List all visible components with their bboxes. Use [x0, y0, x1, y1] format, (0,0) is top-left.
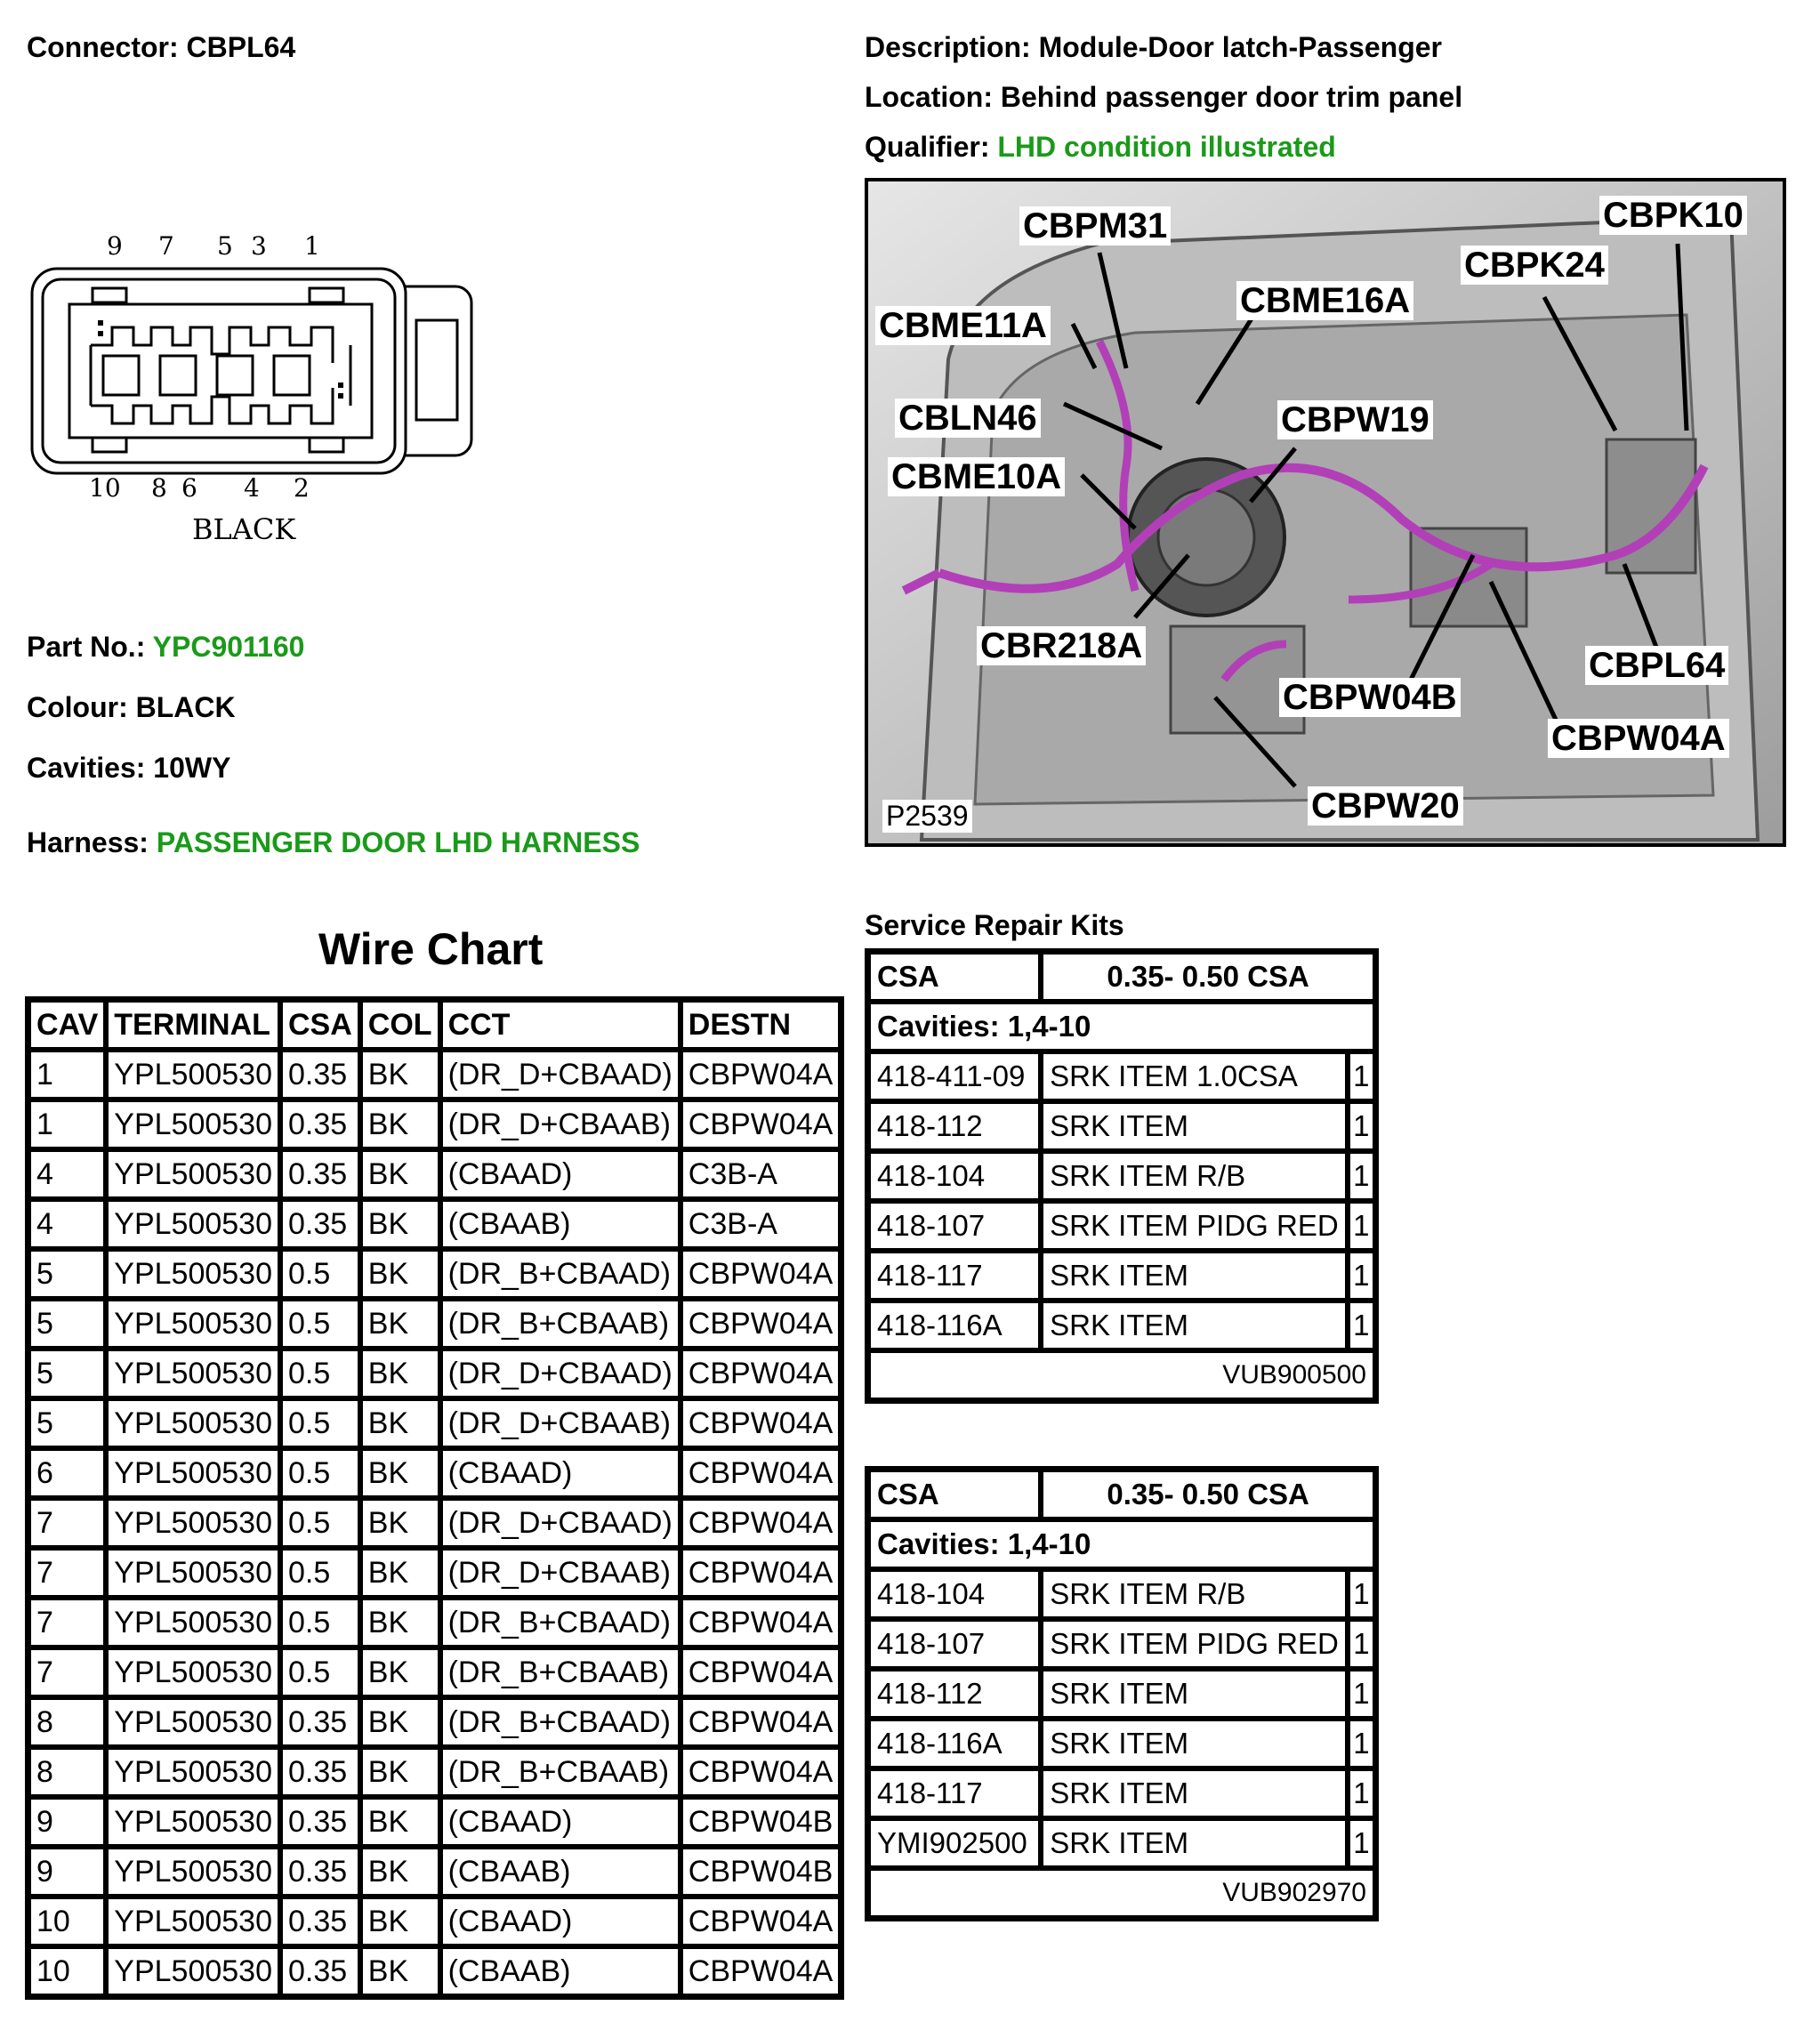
kit-csa-value: 0.35- 0.50 CSA — [1041, 1470, 1375, 1519]
table-row — [28, 1697, 841, 1747]
qualifier-label: Qualifier: — [865, 131, 990, 163]
cell-csa: 0.35 — [280, 1897, 360, 1946]
kit-item-row — [868, 1201, 1375, 1251]
cell-csa: 0.5 — [280, 1448, 360, 1498]
kit-item-part: 418-107 — [868, 1201, 1041, 1251]
pin-number-3: 3 — [251, 231, 267, 261]
cell-csa: 0.35 — [280, 1697, 360, 1747]
table-row — [28, 1498, 841, 1548]
kit-item-row — [868, 1669, 1375, 1719]
cell-col: BK — [360, 1100, 440, 1149]
cell-csa: 0.35 — [280, 1797, 360, 1847]
connector-outline — [27, 231, 480, 552]
cell-cav: 5 — [28, 1299, 106, 1349]
cell-col: BK — [360, 1946, 440, 1996]
kit-item-qty: 1 — [1348, 1719, 1375, 1768]
cell-destn: CBPW04A — [680, 1299, 842, 1349]
cell-cct: (DR_B+CBAAD) — [440, 1697, 680, 1747]
cell-terminal: YPL500530 — [106, 1249, 280, 1299]
cell-col: BK — [360, 1697, 440, 1747]
kit-item-qty: 1 — [1348, 1201, 1375, 1251]
table-row — [28, 1448, 841, 1498]
cell-cct: (DR_D+CBAAD) — [440, 1050, 680, 1100]
cell-terminal: YPL500530 — [106, 1747, 280, 1797]
callout-cbpw20: CBPW20 — [1308, 786, 1463, 826]
cell-csa: 0.5 — [280, 1249, 360, 1299]
connector-face-diagram — [27, 231, 480, 552]
kit-item-row — [868, 1101, 1375, 1151]
qualifier-value: LHD condition illustrated — [997, 131, 1336, 163]
kit-item-part: 418-117 — [868, 1251, 1041, 1301]
cell-cct: (CBAAB) — [440, 1946, 680, 1996]
cell-terminal: YPL500530 — [106, 1897, 280, 1946]
service-repair-kits-title: Service Repair Kits — [865, 909, 1124, 941]
cell-terminal: YPL500530 — [106, 1199, 280, 1249]
cell-destn: CBPW04A — [680, 1398, 842, 1448]
kit-cavities-row — [868, 1519, 1375, 1569]
colour-line — [27, 690, 236, 724]
col-csa: CSA — [280, 1000, 360, 1050]
table-row — [28, 1050, 841, 1100]
kit-number-row — [868, 1350, 1375, 1400]
cell-col: BK — [360, 1199, 440, 1249]
kit-csa-label: CSA — [868, 1470, 1041, 1519]
kit-item-row — [868, 1569, 1375, 1619]
cell-cct: (DR_D+CBAAB) — [440, 1548, 680, 1598]
pin-number-8: 8 — [151, 473, 167, 503]
cell-cct: (DR_B+CBAAB) — [440, 1747, 680, 1797]
cell-destn: CBPW04A — [680, 1448, 842, 1498]
pin-number-7: 7 — [158, 231, 174, 261]
cell-destn: CBPW04A — [680, 1050, 842, 1100]
kit-item-desc: SRK ITEM 1.0CSA — [1041, 1051, 1348, 1101]
kit-item-desc: SRK ITEM — [1041, 1719, 1348, 1768]
pin-number-6: 6 — [181, 473, 197, 503]
col-destn: DESTN — [680, 1000, 842, 1050]
cell-cav: 8 — [28, 1747, 106, 1797]
kit-item-part: 418-104 — [868, 1151, 1041, 1201]
door-wiring-illustration — [865, 178, 1786, 847]
cell-cct: (DR_B+CBAAD) — [440, 1598, 680, 1647]
kit-item-desc: SRK ITEM — [1041, 1768, 1348, 1818]
pin-number-4: 4 — [244, 473, 260, 503]
cell-cct: (DR_B+CBAAD) — [440, 1249, 680, 1299]
cell-cct: (CBAAD) — [440, 1897, 680, 1946]
cell-terminal: YPL500530 — [106, 1797, 280, 1847]
harness-label: Harness: — [27, 826, 149, 858]
table-row — [28, 1149, 841, 1199]
kit-item-qty: 1 — [1348, 1619, 1375, 1669]
kit-item-part: 418-104 — [868, 1569, 1041, 1619]
callout-cbpw04a: CBPW04A — [1548, 719, 1729, 758]
cell-cav: 5 — [28, 1349, 106, 1398]
harness-value: PASSENGER DOOR LHD HARNESS — [156, 826, 640, 858]
cell-destn: CBPW04A — [680, 1897, 842, 1946]
cell-col: BK — [360, 1050, 440, 1100]
col-cct: CCT — [440, 1000, 680, 1050]
harness-line — [27, 826, 640, 859]
table-row — [28, 1100, 841, 1149]
cell-col: BK — [360, 1149, 440, 1199]
pin-number-1: 1 — [304, 231, 320, 261]
table-row — [28, 1349, 841, 1398]
colour-value: BLACK — [135, 691, 236, 723]
cell-terminal: YPL500530 — [106, 1498, 280, 1548]
kit-cavities: Cavities: 1,4-10 — [868, 1002, 1375, 1051]
kit-item-qty: 1 — [1348, 1301, 1375, 1350]
cell-terminal: YPL500530 — [106, 1548, 280, 1598]
cell-cav: 7 — [28, 1598, 106, 1647]
cell-cct: (DR_D+CBAAB) — [440, 1100, 680, 1149]
kit-item-qty: 1 — [1348, 1818, 1375, 1868]
cell-cav: 7 — [28, 1498, 106, 1548]
cell-cav: 5 — [28, 1249, 106, 1299]
cell-terminal: YPL500530 — [106, 1448, 280, 1498]
cell-terminal: YPL500530 — [106, 1349, 280, 1398]
cell-terminal: YPL500530 — [106, 1647, 280, 1697]
cell-cav: 7 — [28, 1548, 106, 1598]
cell-col: BK — [360, 1897, 440, 1946]
callout-cbpl64: CBPL64 — [1585, 646, 1728, 685]
service-kit-table-2 — [865, 1466, 1379, 1921]
callout-cbpk10: CBPK10 — [1599, 196, 1747, 235]
cell-col: BK — [360, 1349, 440, 1398]
col-terminal: TERMINAL — [106, 1000, 280, 1050]
cell-destn: CBPW04B — [680, 1797, 842, 1847]
callout-cbpw19: CBPW19 — [1277, 400, 1433, 439]
kit-item-desc: SRK ITEM — [1041, 1818, 1348, 1868]
cell-col: BK — [360, 1398, 440, 1448]
callout-cbme10a: CBME10A — [888, 457, 1065, 496]
table-row — [28, 1598, 841, 1647]
cell-terminal: YPL500530 — [106, 1847, 280, 1897]
kit-item-qty: 1 — [1348, 1669, 1375, 1719]
kit-item-part: 418-112 — [868, 1669, 1041, 1719]
pin-number-2: 2 — [294, 473, 310, 503]
cell-terminal: YPL500530 — [106, 1598, 280, 1647]
cell-terminal: YPL500530 — [106, 1946, 280, 1996]
cavities-line — [27, 751, 230, 785]
illustration-id: P2539 — [882, 800, 972, 833]
cell-cct: (DR_B+CBAAB) — [440, 1647, 680, 1697]
kit-item-qty: 1 — [1348, 1151, 1375, 1201]
kit-item-desc: SRK ITEM R/B — [1041, 1569, 1348, 1619]
pin-number-5: 5 — [217, 231, 233, 261]
kit-csa-label: CSA — [868, 952, 1041, 1002]
cell-cav: 9 — [28, 1847, 106, 1897]
kit-csa-row — [868, 952, 1375, 1002]
kit-item-desc: SRK ITEM PIDG RED — [1041, 1619, 1348, 1669]
cell-cct: (DR_D+CBAAD) — [440, 1349, 680, 1398]
cell-cct: (CBAAB) — [440, 1199, 680, 1249]
kit-item-desc: SRK ITEM — [1041, 1301, 1348, 1350]
kit-item-row — [868, 1251, 1375, 1301]
kit-item-row — [868, 1719, 1375, 1768]
table-row — [28, 1797, 841, 1847]
kit-item-qty: 1 — [1348, 1569, 1375, 1619]
cell-terminal: YPL500530 — [106, 1398, 280, 1448]
kit-item-row — [868, 1619, 1375, 1669]
connector-value: CBPL64 — [186, 31, 296, 63]
cell-csa: 0.5 — [280, 1349, 360, 1398]
table-row — [28, 1647, 841, 1697]
cell-cav: 1 — [28, 1100, 106, 1149]
kit-item-part: 418-117 — [868, 1768, 1041, 1818]
cell-csa: 0.5 — [280, 1647, 360, 1697]
cell-destn: C3B-A — [680, 1199, 842, 1249]
kit-item-row — [868, 1301, 1375, 1350]
kit-cavities-row — [868, 1002, 1375, 1051]
cell-csa: 0.35 — [280, 1946, 360, 1996]
cell-cav: 9 — [28, 1797, 106, 1847]
cell-destn: CBPW04A — [680, 1647, 842, 1697]
kit-csa-value: 0.35- 0.50 CSA — [1041, 952, 1375, 1002]
kit-item-part: 418-116A — [868, 1301, 1041, 1350]
description-line — [865, 30, 1442, 64]
table-row — [28, 1747, 841, 1797]
kit-item-desc: SRK ITEM R/B — [1041, 1151, 1348, 1201]
cell-destn: CBPW04A — [680, 1349, 842, 1398]
callout-cbpw04b: CBPW04B — [1279, 678, 1461, 717]
cavities-label: Cavities: — [27, 752, 146, 784]
kit-number: VUB902970 — [868, 1868, 1375, 1918]
cell-terminal: YPL500530 — [106, 1100, 280, 1149]
cell-cct: (DR_B+CBAAB) — [440, 1299, 680, 1349]
cell-destn: C3B-A — [680, 1149, 842, 1199]
callout-cbpm31: CBPM31 — [1019, 206, 1171, 246]
cell-col: BK — [360, 1448, 440, 1498]
kit-item-part: 418-112 — [868, 1101, 1041, 1151]
qualifier-line — [865, 130, 1336, 164]
callout-cbln46: CBLN46 — [895, 399, 1041, 438]
cell-destn: CBPW04A — [680, 1249, 842, 1299]
cell-csa: 0.5 — [280, 1548, 360, 1598]
kit-item-row — [868, 1768, 1375, 1818]
cell-col: BK — [360, 1498, 440, 1548]
cell-destn: CBPW04A — [680, 1548, 842, 1598]
kit-csa-row — [868, 1470, 1375, 1519]
kit-item-desc: SRK ITEM — [1041, 1101, 1348, 1151]
cell-cav: 6 — [28, 1448, 106, 1498]
table-row — [28, 1548, 841, 1598]
cell-csa: 0.35 — [280, 1199, 360, 1249]
kit-item-part: 418-107 — [868, 1619, 1041, 1669]
cavities-value: 10WY — [153, 752, 231, 784]
cell-col: BK — [360, 1548, 440, 1598]
cell-col: BK — [360, 1647, 440, 1697]
table-row — [28, 1398, 841, 1448]
cell-destn: CBPW04A — [680, 1697, 842, 1747]
table-row — [28, 1199, 841, 1249]
cell-cav: 10 — [28, 1946, 106, 1996]
location-label: Location: — [865, 81, 993, 113]
description-label: Description: — [865, 31, 1031, 63]
cell-cav: 7 — [28, 1647, 106, 1697]
cell-col: BK — [360, 1299, 440, 1349]
table-row — [28, 1897, 841, 1946]
col-col: COL — [360, 1000, 440, 1050]
callout-cbpk24: CBPK24 — [1461, 246, 1608, 285]
connector-label: Connector: — [27, 31, 179, 63]
cell-cct: (CBAAB) — [440, 1847, 680, 1897]
cell-cct: (DR_D+CBAAB) — [440, 1398, 680, 1448]
pin-number-9: 9 — [107, 231, 123, 261]
kit-item-desc: SRK ITEM PIDG RED — [1041, 1201, 1348, 1251]
part-value: YPC901160 — [152, 631, 305, 663]
part-label: Part No.: — [27, 631, 146, 663]
cell-csa: 0.35 — [280, 1847, 360, 1897]
description-value: Module-Door latch-Passenger — [1038, 31, 1442, 63]
cell-cav: 10 — [28, 1897, 106, 1946]
cell-csa: 0.35 — [280, 1100, 360, 1149]
cell-cav: 8 — [28, 1697, 106, 1747]
cell-csa: 0.5 — [280, 1398, 360, 1448]
cell-cav: 5 — [28, 1398, 106, 1448]
kit-item-row — [868, 1151, 1375, 1201]
cell-cav: 4 — [28, 1149, 106, 1199]
cell-terminal: YPL500530 — [106, 1697, 280, 1747]
wire-chart-table — [25, 996, 844, 2000]
cell-csa: 0.35 — [280, 1747, 360, 1797]
table-row — [28, 1847, 841, 1897]
cell-csa: 0.5 — [280, 1299, 360, 1349]
service-kit-table-1 — [865, 948, 1379, 1404]
cell-destn: CBPW04B — [680, 1847, 842, 1897]
cell-destn: CBPW04A — [680, 1498, 842, 1548]
cell-col: BK — [360, 1249, 440, 1299]
kit-item-qty: 1 — [1348, 1051, 1375, 1101]
cell-col: BK — [360, 1847, 440, 1897]
table-row — [28, 1299, 841, 1349]
location-line — [865, 80, 1462, 114]
callout-cbr218a: CBR218A — [977, 626, 1146, 665]
cell-cav: 1 — [28, 1050, 106, 1100]
col-cav: CAV — [28, 1000, 106, 1050]
kit-item-desc: SRK ITEM — [1041, 1669, 1348, 1719]
cell-cct: (CBAAD) — [440, 1797, 680, 1847]
cell-terminal: YPL500530 — [106, 1149, 280, 1199]
connector-color-label: BLACK — [192, 512, 296, 546]
kit-number: VUB900500 — [868, 1350, 1375, 1400]
pin-number-10: 10 — [89, 473, 121, 503]
table-row — [28, 1249, 841, 1299]
kit-item-desc: SRK ITEM — [1041, 1251, 1348, 1301]
kit-item-qty: 1 — [1348, 1101, 1375, 1151]
cell-terminal: YPL500530 — [106, 1050, 280, 1100]
colour-label: Colour: — [27, 691, 128, 723]
wire-chart-header-row — [28, 1000, 841, 1050]
kit-number-row — [868, 1868, 1375, 1918]
kit-item-row — [868, 1051, 1375, 1101]
cell-terminal: YPL500530 — [106, 1299, 280, 1349]
cell-col: BK — [360, 1747, 440, 1797]
cell-cav: 4 — [28, 1199, 106, 1249]
kit-item-part: 418-411-09 — [868, 1051, 1041, 1101]
cell-destn: CBPW04A — [680, 1100, 842, 1149]
cell-col: BK — [360, 1797, 440, 1847]
kit-item-qty: 1 — [1348, 1251, 1375, 1301]
cell-csa: 0.5 — [280, 1598, 360, 1647]
cell-cct: (CBAAD) — [440, 1149, 680, 1199]
cell-csa: 0.35 — [280, 1050, 360, 1100]
cell-cct: (DR_D+CBAAD) — [440, 1498, 680, 1548]
part-number-line — [27, 630, 304, 664]
cell-destn: CBPW04A — [680, 1598, 842, 1647]
kit-cavities: Cavities: 1,4-10 — [868, 1519, 1375, 1569]
wire-chart-title: Wire Chart — [318, 924, 544, 974]
callout-cbme16a: CBME16A — [1236, 281, 1413, 320]
callout-cbme11a: CBME11A — [875, 306, 1051, 345]
kit-item-row — [868, 1818, 1375, 1868]
location-value: Behind passenger door trim panel — [1000, 81, 1463, 113]
connector-line — [27, 30, 295, 64]
kit-item-part: 418-116A — [868, 1719, 1041, 1768]
cell-col: BK — [360, 1598, 440, 1647]
kit-item-part: YMI902500 — [868, 1818, 1041, 1868]
cell-destn: CBPW04A — [680, 1946, 842, 1996]
cell-cct: (CBAAD) — [440, 1448, 680, 1498]
wire-chart-body — [28, 1050, 841, 1996]
cell-destn: CBPW04A — [680, 1747, 842, 1797]
kit-item-qty: 1 — [1348, 1768, 1375, 1818]
cell-csa: 0.5 — [280, 1498, 360, 1548]
table-row — [28, 1946, 841, 1996]
cell-csa: 0.35 — [280, 1149, 360, 1199]
